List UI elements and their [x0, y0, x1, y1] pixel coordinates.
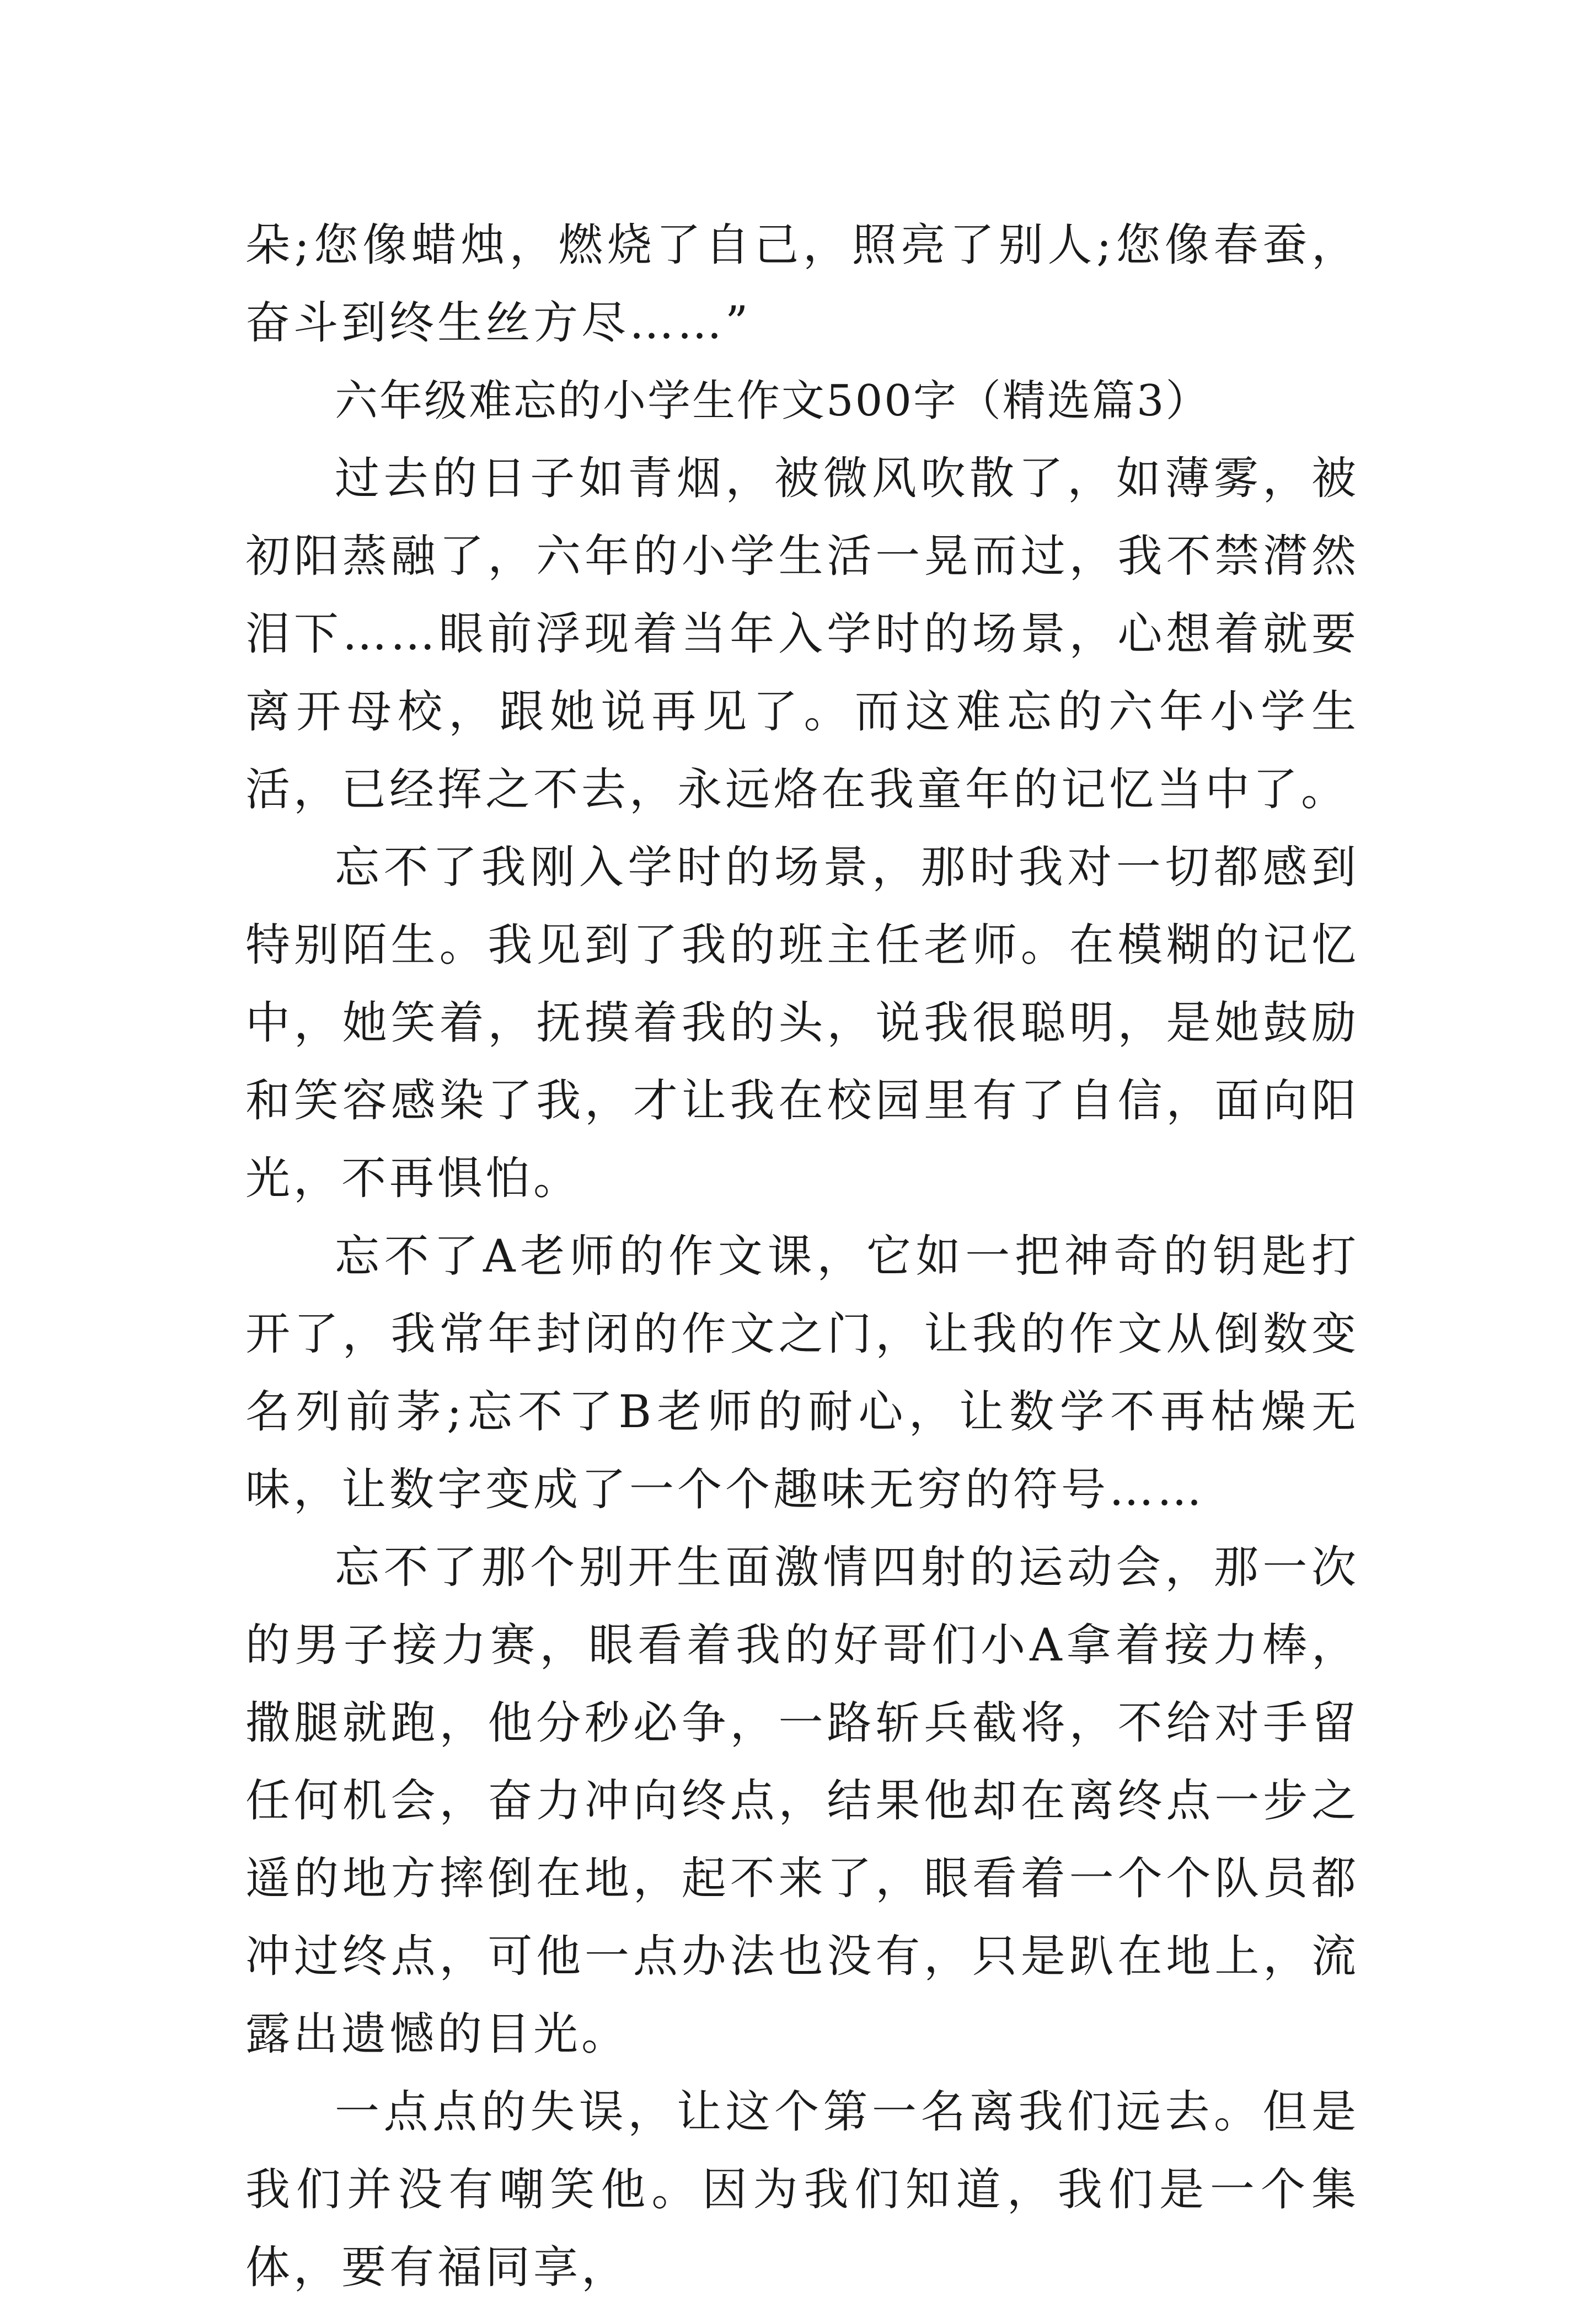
- paragraph-5: 一点点的失误，让这个第一名离我们远去。但是我们并没有嘲笑他。因为我们知道，我们是一个集体，要有福同享，: [245, 2086, 1359, 2294]
- paragraph-2: 忘不了我刚入学时的场景，那时我对一切都感到特别陌生。我见到了我的班主任老师。在模糊的记忆中，她笑着，抚摸着我的头，说我很聪明，是她鼓励和笑容感染了我，才让我在校园里有了自信，面向阳光，不再惧怕。: [245, 842, 1359, 1205]
- paragraph-4: 忘不了那个别开生面激情四射的运动会，那一次的男子接力赛，眼看着我的好哥们小A拿着接力棒，撒腿就跑，他分秒必争，一路斩兵截将，不给对手留任何机会，奋力冲向终点，结果他却在离终点一步之遥的地方摔倒在地，起不来了，眼看着一个个队员都冲过终点，可他一点办法也没有，只是趴在地上，流露出遗憾的目光。: [245, 1542, 1359, 2060]
- paragraph-3: 忘不了A老师的作文课，它如一把神奇的钥匙打开了，我常年封闭的作文之门，让我的作文从倒数变名列前茅;忘不了B老师的耐心，让数学不再枯燥无味，让数字变成了一个个趣味无穷的符号……: [245, 1231, 1359, 1516]
- document-body: [245, 207, 1359, 2307]
- paragraph-1: 过去的日子如青烟，被微风吹散了，如薄雾，被初阳蒸融了，六年的小学生活一晃而过，我不禁潸然泪下……眼前浮现着当年入学时的场景，心想着就要离开母校，跟她说再见了。而这难忘的六年小学生活，已经挥之不去，永远烙在我童年的记忆当中了。: [245, 453, 1359, 816]
- section-heading: 六年级难忘的小学生作文500字（精选篇3）: [335, 376, 1211, 426]
- paragraph-continuation: 朵;您像蜡烛，燃烧了自己，照亮了别人;您像春蚕，奋斗到终生丝方尽……”: [245, 220, 1359, 349]
